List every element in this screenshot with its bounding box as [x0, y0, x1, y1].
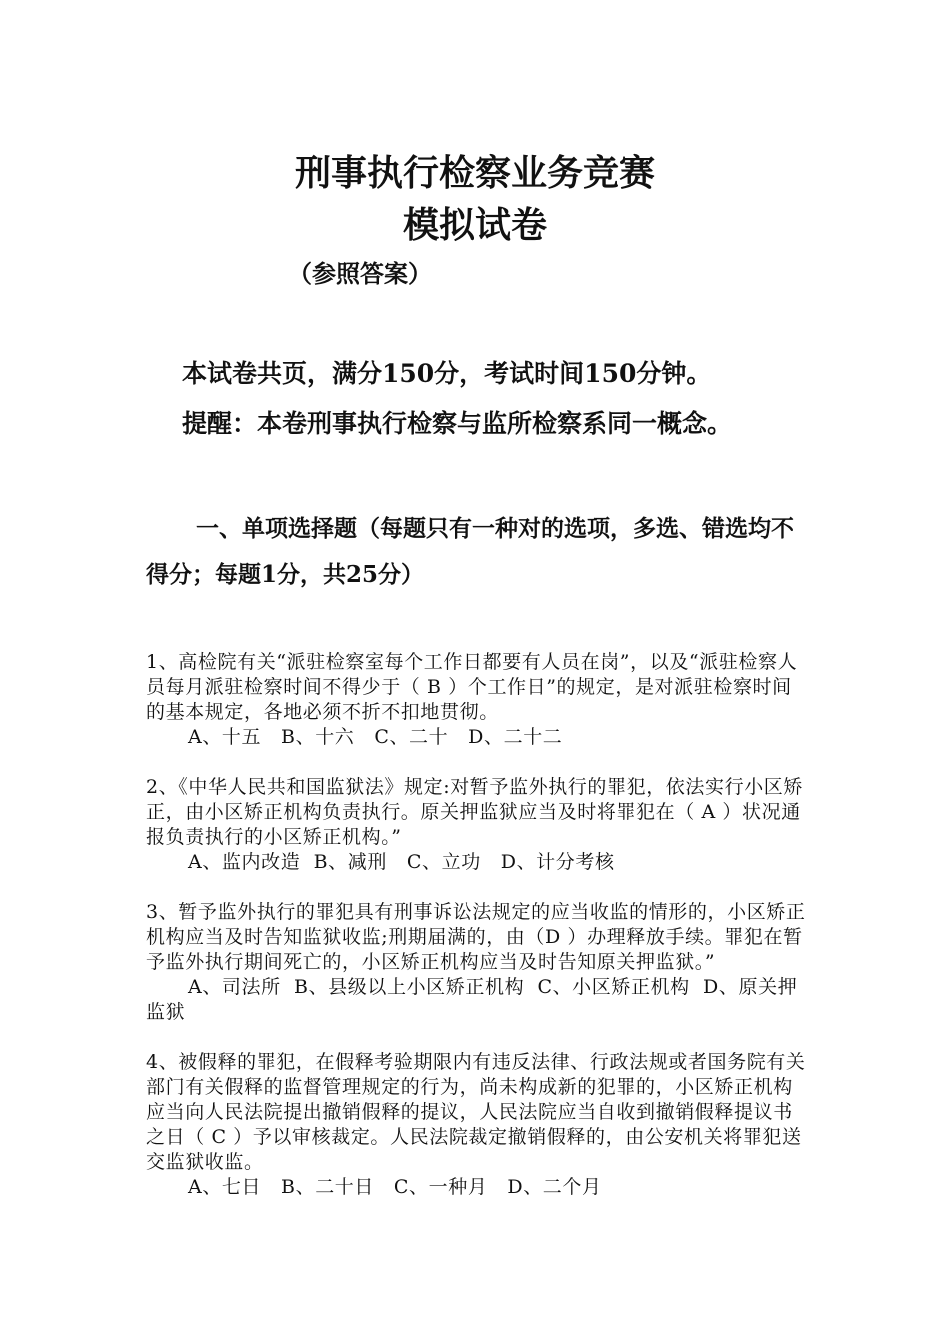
exam-reminder: 提醒：本卷刑事执行检察与监所检察系同一概念。	[182, 409, 733, 438]
exam-info: 本试卷共页，满分150分，考试时间150分钟。	[182, 359, 712, 388]
question-options: A、十五 B、十六 C、二十 D、二十二	[188, 726, 563, 748]
exam-title: 刑事执行检察业务竞赛	[294, 153, 655, 194]
question-item	[146, 650, 810, 750]
question-item	[146, 775, 810, 875]
exam-subtitle-title: 模拟试卷	[402, 205, 547, 246]
question-text: 3、暂予监外执行的罪犯具有刑事诉讼法规定的应当收监的情形的，小区矫正机构应当及时告知监狱收监;刑期届满的，由（D ）办理释放手续。罪犯在暂予监外执行期间死亡的，小区矫正机构应当及时告知原关押监狱。”	[146, 901, 806, 973]
question-options: A、司法所 B、县级以上小区矫正机构 C、小区矫正机构 D、原关押监狱	[146, 976, 798, 1023]
answer-key-label: （参照答案）	[288, 260, 432, 288]
question-options: A、监内改造 B、减刑 C、立功 D、计分考核	[188, 851, 615, 873]
question-item	[146, 900, 810, 1025]
section-heading: 一、单项选择题（每题只有一种对的选项，多选、错选均不得分；每题1分，共25分）	[146, 515, 794, 588]
question-item	[146, 1050, 810, 1200]
question-list	[146, 650, 810, 1225]
question-options: A、七日 B、二十日 C、一种月 D、二个月	[188, 1176, 602, 1198]
question-text: 1、高检院有关“派驻检察室每个工作日都要有人员在岗”，以及“派驻检察人员每月派驻检察时间不得少于（ B ）个工作日”的规定，是对派驻检察时间的基本规定，各地必须不折不扣地贯彻。	[146, 651, 798, 723]
question-text: 4、被假释的罪犯，在假释考验期限内有违反法律、行政法规或者国务院有关部门有关假释的监督管理规定的行为，尚未构成新的犯罪的，小区矫正机构应当向人民法院提出撤销假释的提议，人民法院应当自收到撤销假释提议书之日（ C ）予以审核裁定。人民法院裁定撤销假释的，由公安机关将罪犯送交监狱收监。	[146, 1051, 806, 1173]
question-text: 2、《中华人民共和国监狱法》规定:对暂予监外执行的罪犯，依法实行小区矫正，由小区矫正机构负责执行。原关押监狱应当及时将罪犯在（ A ）状况通报负责执行的小区矫正机构。”	[146, 776, 803, 848]
